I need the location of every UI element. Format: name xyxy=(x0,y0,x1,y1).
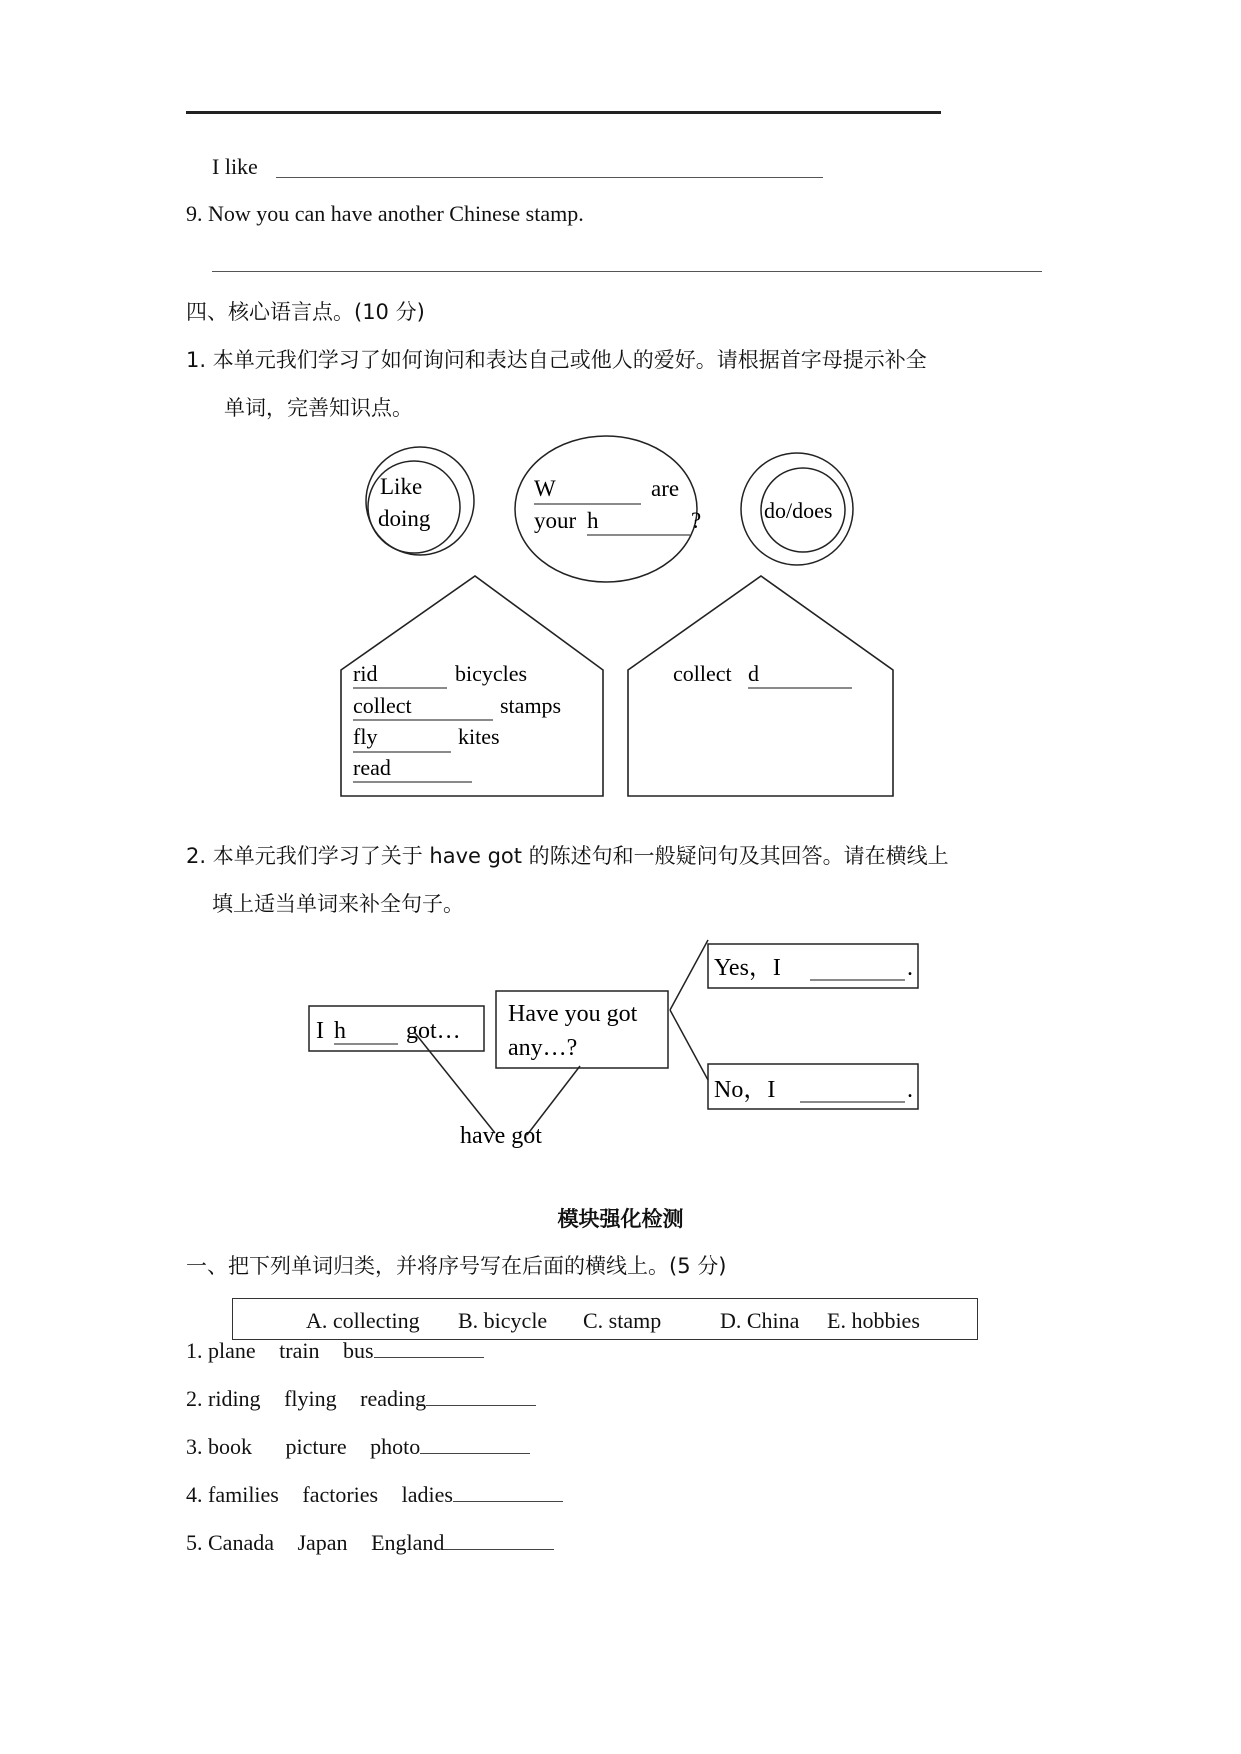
item-5 xyxy=(186,1532,554,1554)
like-doing-line1: Like xyxy=(380,474,423,499)
item-3-word-1: book xyxy=(208,1434,252,1459)
no-end: . xyxy=(907,1077,913,1103)
item-3-number: 3. xyxy=(186,1434,203,1459)
yes-prefix: Yes，I xyxy=(714,955,781,981)
section4-q1-line1: 1. 本单元我们学习了如何询问和表达自己或他人的爱好。请根据首字母提示补全 xyxy=(186,348,927,372)
question-line1: Have you got xyxy=(508,1001,638,1027)
statement-suffix: got… xyxy=(406,1018,461,1044)
item-4-answer-blank[interactable] xyxy=(453,1500,563,1502)
item-4-word-2: factories xyxy=(302,1482,379,1507)
item-5-word-3: England xyxy=(371,1530,445,1555)
item-3-word-3: photo xyxy=(370,1434,421,1459)
house-row-2-hint: collect xyxy=(353,693,412,718)
connector-statement xyxy=(415,1033,495,1133)
section4-q2-line1: 2. 本单元我们学习了关于 have got 的陈述句和一般疑问句及其回答。请在横线上 xyxy=(186,844,949,868)
item-1-word-3: bus xyxy=(342,1338,374,1363)
left-house xyxy=(341,576,603,796)
item-4-number: 4. xyxy=(186,1482,203,1507)
do-does-bubble xyxy=(741,453,853,565)
item-3-answer-blank[interactable] xyxy=(420,1452,530,1454)
right-house-prefix: collect xyxy=(673,661,732,686)
house-row-2-after: stamps xyxy=(500,693,562,718)
item-3 xyxy=(186,1436,530,1458)
statement-box xyxy=(309,1006,484,1051)
item-2-word-1: riding xyxy=(208,1386,261,1411)
item-5-number: 5. xyxy=(186,1530,203,1555)
module-section1-heading: 一、把下列单词归类，并将序号写在后面的横线上。(5 分) xyxy=(186,1254,727,1278)
yes-answer-box xyxy=(708,944,918,988)
section4-q2-line2: 填上适当单词来补全句子。 xyxy=(212,892,464,916)
right-house xyxy=(628,576,893,796)
item-1-word-1: plane xyxy=(208,1338,256,1363)
do-does-label: do/does xyxy=(764,498,833,523)
item-5-answer-blank[interactable] xyxy=(444,1548,554,1550)
have-got-mindmap xyxy=(0,920,1241,1160)
oval-word1-after: are xyxy=(651,476,680,501)
house-row-4-hint: read xyxy=(353,755,391,780)
option-a: A. collecting xyxy=(306,1308,420,1333)
like-doing-line2: doing xyxy=(378,506,431,531)
item-4-word-3: ladies xyxy=(401,1482,453,1507)
item-1-number: 1. xyxy=(186,1338,203,1363)
oval-word2-hint: h xyxy=(587,508,599,533)
house-row-1-after: bicycles xyxy=(455,661,528,686)
have-got-root-label: have got xyxy=(460,1123,542,1149)
oval-word1-hint: W xyxy=(534,476,556,501)
item-1-answer-blank[interactable] xyxy=(374,1356,484,1358)
q9-number: 9. xyxy=(186,201,203,226)
item-2 xyxy=(186,1388,536,1410)
oval-line2-end: ? xyxy=(691,508,702,533)
option-d: D. China xyxy=(720,1308,800,1333)
item-1-word-2: train xyxy=(279,1338,320,1363)
house-row-3-hint: fly xyxy=(353,724,378,749)
item-4 xyxy=(186,1484,563,1506)
question-line2: any…? xyxy=(508,1035,578,1061)
item-1 xyxy=(186,1340,484,1362)
word-options-box xyxy=(232,1298,978,1340)
option-b: B. bicycle xyxy=(458,1308,548,1333)
oval-line2-prefix: your xyxy=(534,508,577,533)
yes-end: . xyxy=(907,955,913,981)
item-2-word-2: flying xyxy=(284,1386,337,1411)
question-oval xyxy=(515,436,701,582)
item-2-answer-blank[interactable] xyxy=(426,1404,536,1406)
section4-q1-line2: 单词，完善知识点。 xyxy=(224,396,413,420)
statement-prefix: I xyxy=(316,1018,324,1044)
like-doing-bubble xyxy=(366,447,474,555)
house-row-3-after: kites xyxy=(458,724,500,749)
i-like-prefix: I like xyxy=(212,154,258,179)
option-c: C. stamp xyxy=(583,1308,662,1333)
item-5-word-2: Japan xyxy=(297,1530,348,1555)
hobbies-mindmap xyxy=(0,0,1241,820)
connector-yes xyxy=(670,940,708,1010)
item-2-number: 2. xyxy=(186,1386,203,1411)
statement-hint: h xyxy=(334,1018,346,1044)
item-2-word-3: reading xyxy=(360,1386,427,1411)
question-box xyxy=(496,991,668,1068)
q9-text: Now you can have another Chinese stamp. xyxy=(208,201,584,226)
no-prefix: No，I xyxy=(714,1077,776,1103)
connector-no xyxy=(670,1010,708,1080)
module-test-title: 模块强化检测 xyxy=(557,1207,684,1231)
section4-heading: 四、核心语言点。(10 分) xyxy=(186,300,425,324)
house-row-1-hint: rid xyxy=(353,661,378,686)
item-4-word-1: families xyxy=(208,1482,279,1507)
right-house-hint: d xyxy=(748,661,759,686)
item-3-word-2: picture xyxy=(285,1434,347,1459)
item-5-word-1: Canada xyxy=(208,1530,274,1555)
option-e: E. hobbies xyxy=(827,1308,920,1333)
no-answer-box xyxy=(708,1064,918,1109)
